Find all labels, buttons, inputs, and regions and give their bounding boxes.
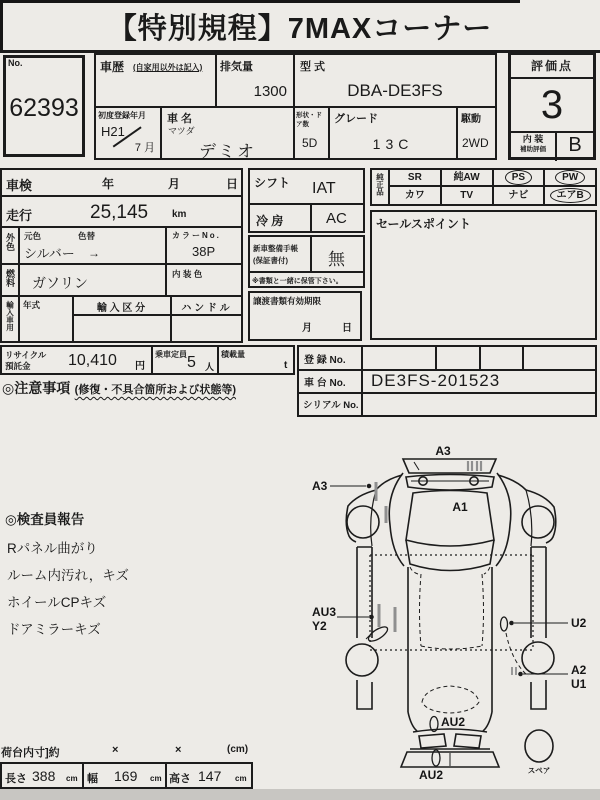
transfer-month: 月 [302,323,312,334]
window-dashed-lines [410,567,528,713]
displacement-label: 排気量 [220,61,253,73]
ac-value: AC [326,210,347,227]
drive-label: 駆動 [461,114,481,125]
color-no-label: カラーNo. [172,231,221,240]
chassis-no-label: 車 台 No. [304,378,346,389]
label-u1: U1 [571,677,587,691]
height-value: 147 [198,768,222,784]
interior-color-label: 内 装 色 [172,269,203,279]
car-name-label: 車 名 [167,113,193,125]
caution-sub: (修復・不具合箇所および状態等) [74,384,236,396]
inspector-report-item: ホイールCPキズ [7,595,107,610]
recycle-label-line2: 預託金 [5,361,31,371]
roof-dotted-outline [370,555,533,650]
import-side-label: 輸入車用 [5,301,15,331]
fuel-side-label: 燃料 [5,269,15,287]
inspector-report-item: ルーム内汚れ，キズ [7,568,130,583]
inspector-report-heading: ◎検査員報告 [5,512,85,527]
first-registration-year: H21 [101,124,125,139]
scratch-marks [376,482,395,632]
width-value: 169 [114,768,138,784]
transfer-day: 日 [342,323,352,334]
equip-item-pw: PW [543,170,595,187]
history-note: (自家用以外は記入) [133,63,203,72]
body-doors-cell [293,106,330,160]
equip-item-ps: PS [492,170,544,187]
label-au3: AU3 [312,605,337,619]
displacement-cell [215,53,295,108]
registration-no-label: 登 録 No. [304,355,346,366]
service-book-value: 無 [328,250,345,269]
model-name: デミオ [199,142,256,161]
equipment-side-label: 純正品 [375,173,385,196]
mileage-label: 走行 [6,208,33,223]
interior-rating-label [511,133,557,161]
label-a3-top: A3 [435,444,451,458]
capacity-value: 5 [187,354,196,371]
model-code-cell [293,53,497,108]
label-au2-mid: AU2 [441,715,466,729]
equipment-grid [370,168,597,206]
caution-heading [2,378,236,398]
import-year-label: 年式 [23,300,41,310]
width-unit: cm [150,774,162,783]
capacity-unit: 人 [205,362,215,372]
mileage-value: 25,145 [90,202,149,223]
caution-head: ◎注意事項 [2,380,71,396]
color-change-arrow: → [88,246,100,260]
dimensions-heading: 荷台内寸]約 [1,747,60,759]
service-book-box [248,235,365,273]
rating-box [508,52,596,160]
inspector-report-item: ドアミラーキズ [7,622,101,637]
exterior-color-row [0,226,243,265]
recycle-label-line1: リサイクル [5,350,47,360]
sales-point-box [370,210,597,340]
base-color-value: シルバー [24,246,75,261]
width-label: 幅 [87,773,98,785]
rating-score: 3 [540,83,564,127]
color-no-value: 38P [192,244,216,259]
service-book-label-line2: (保証書付) [253,256,288,265]
fuel-value: ガソリン [32,275,88,291]
label-au2-bottom: AU2 [419,768,444,782]
model-code-label: 型 式 [300,61,326,73]
label-a3-left: A3 [312,479,328,493]
grade-cell [328,106,458,160]
mileage-unit: km [172,209,187,220]
shaken-label: 車検 [6,178,33,193]
history-cell [94,53,217,108]
inspector-report-item: Rパネル曲がり [7,541,98,556]
drive-cell [456,106,497,160]
equip-item-sr: SR [388,170,440,187]
registration-table [297,345,597,417]
capacity-label: 乗車定員 [155,350,187,359]
height-unit: cm [235,774,247,783]
label-spare-tire: スペア [527,766,551,775]
mileage-row [0,195,243,228]
import-table [0,295,243,343]
top-edge-line [0,0,520,3]
body-doors-value: 5D [302,136,318,150]
color-change-label: 色替 [78,231,96,241]
lot-number-value: 62393 [9,94,79,122]
recycle-unit: 円 [135,361,145,372]
ac-label: 冷 房 [256,214,284,228]
label-a2: A2 [571,663,587,677]
book-note: ※書類と一緒に保管下さい。 [252,278,343,285]
dimensions-cm-note: (cm) [227,744,249,755]
recycle-row [0,345,295,375]
car-name-cell [160,106,295,160]
service-book-label-line1: 新車整備手帳 [253,244,298,253]
ac-box [248,203,365,233]
shift-label: シフト [254,176,291,190]
drive-value: 2WD [462,136,489,150]
grade-value: 13C [372,136,414,152]
chassis-no-value: DE3FS-201523 [371,371,501,390]
shift-value: IAT [312,180,336,197]
load-label: 積載量 [221,350,245,359]
label-u2: U2 [571,616,587,630]
lot-number-box [3,55,85,157]
equip-item-tv: TV [440,187,492,204]
interior-rating-label-line1: 内 装 [522,134,544,144]
book-note-box [248,271,365,288]
equip-item-navi: ナビ [492,187,544,204]
bottom-photo-edge [0,789,600,800]
label-y2: Y2 [312,619,327,633]
first-registration-cell [94,106,162,160]
first-registration-month: 7 月 [134,142,155,154]
recycle-value: 10,410 [68,352,117,369]
history-label: 車歴 [100,60,125,74]
transfer-docs-box [248,291,362,341]
displacement-value: 1300 [253,83,287,100]
exterior-color-side-label: 外色 [5,233,15,251]
lot-number-label: No. [8,58,23,68]
shift-box [248,168,365,205]
page-title: 【特別規程】7MAXコーナー [107,13,493,45]
import-handle-label: ハ ン ド ル [181,303,230,314]
car-damage-diagram [300,440,600,790]
length-unit: cm [66,774,78,783]
model-code-value: DBA-DE3FS [347,81,443,100]
equip-item-kawa: カワ [388,187,440,204]
dimensions-row [0,762,253,789]
transfer-docs-label: 譲渡書類有効期限 [253,296,322,306]
shaken-row [0,168,243,197]
grade-label: グレード [334,113,378,125]
shaken-year: 年 [102,177,115,191]
sales-point-label: セールスポイント [376,217,471,231]
serial-no-label: シリアル No. [303,400,359,411]
base-color-label: 元色 [24,231,42,241]
length-value: 388 [32,768,56,784]
equip-item-airbag: エアB [543,187,595,204]
dimensions-x1: × [112,744,119,756]
dimensions-header [0,744,260,761]
load-unit: t [284,360,288,371]
dimensions-x2: × [175,744,182,756]
label-a1-hood: A1 [452,500,468,514]
maker-name: マツダ [168,126,195,136]
length-label: 長さ [5,773,27,785]
shaken-month: 月 [168,177,181,191]
height-label: 高さ [169,773,191,785]
shaken-day: 日 [226,177,239,191]
fuel-row [0,263,243,297]
import-division-label: 輸 入 区 分 [96,303,146,314]
rating-label: 評価点 [511,55,593,79]
interior-rating-grade: B [568,134,582,156]
body-doors-label: 形状・ドア数 [296,112,322,128]
label-leader-lines [330,484,568,676]
damage-ellipse-marks [366,617,507,766]
equip-item-aw: 純AW [440,170,492,187]
first-registration-label: 初度登録年月 [98,111,146,120]
interior-rating-label-line2: 補助評価 [520,146,546,153]
